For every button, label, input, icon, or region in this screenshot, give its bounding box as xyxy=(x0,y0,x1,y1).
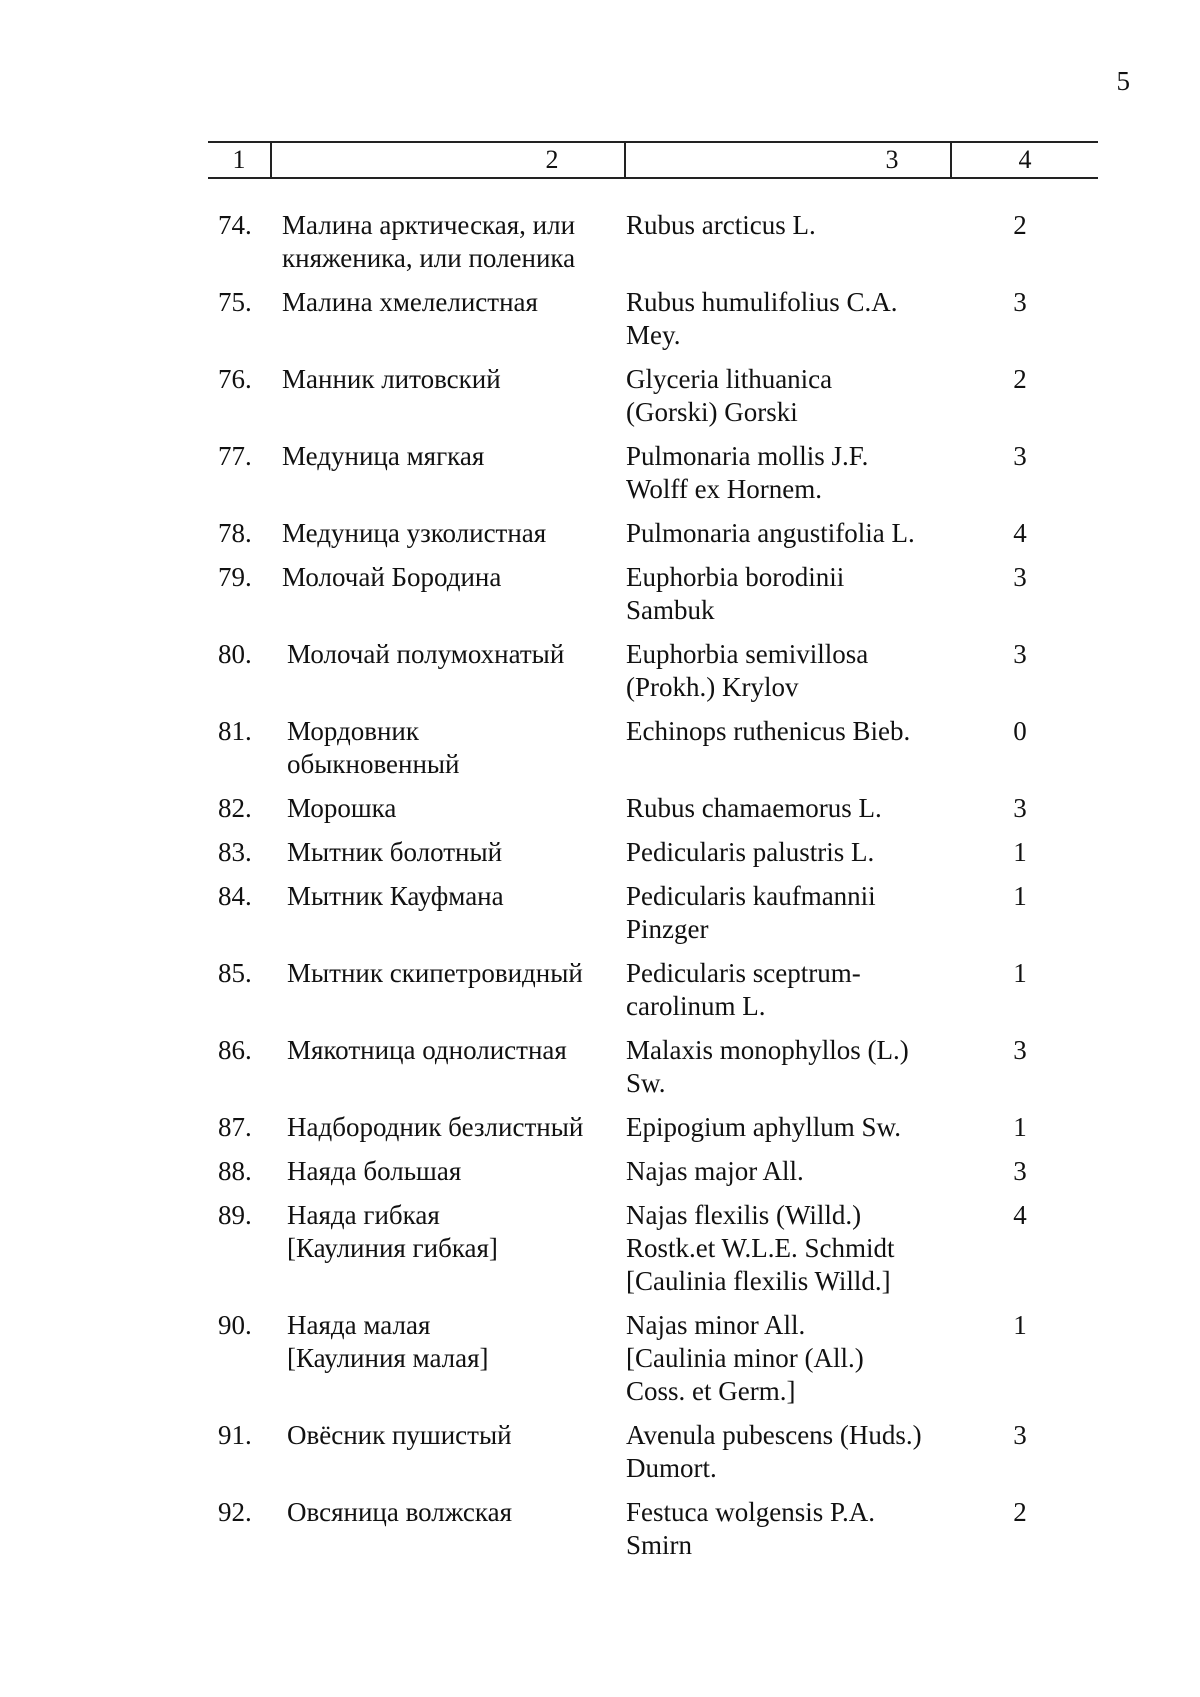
row-number: 78. xyxy=(218,518,252,548)
latin-name: Avenula pubescens (Huds.) Dumort. xyxy=(626,1420,922,1483)
table-row xyxy=(0,1155,1200,1188)
russian-name: Малина арктическая, или княженика, или поленика xyxy=(282,210,576,273)
latin-name: Epipogium aphyllum Sw. xyxy=(626,1112,901,1142)
row-number: 80. xyxy=(218,639,252,669)
table-row xyxy=(0,1034,1200,1100)
table-row xyxy=(0,1496,1200,1562)
latin-name: Najas flexilis (Willd.) Rostk.et W.L.E. Schmidt [Caulinia flexilis Willd.] xyxy=(626,1200,895,1296)
table-row xyxy=(0,1111,1200,1144)
status-category: 3 xyxy=(1013,1420,1027,1450)
row-number: 74. xyxy=(218,210,252,240)
header-col-3: 3 xyxy=(885,145,899,174)
status-category: 3 xyxy=(1013,1156,1027,1186)
row-number: 82. xyxy=(218,793,252,823)
russian-name: Малина хмелелистная xyxy=(282,287,538,317)
table-row xyxy=(0,1309,1200,1408)
table-row xyxy=(0,440,1200,506)
russian-name: Овсяница волжская xyxy=(287,1497,513,1527)
status-category: 4 xyxy=(1013,1200,1027,1230)
table-row xyxy=(0,792,1200,825)
header-col-2: 2 xyxy=(545,145,559,174)
russian-name: Мытник скипетровидный xyxy=(287,958,583,988)
status-category: 0 xyxy=(1013,716,1027,746)
russian-name: Наяда большая xyxy=(287,1156,462,1186)
status-category: 4 xyxy=(1013,518,1027,548)
table-row xyxy=(0,517,1200,550)
status-category: 1 xyxy=(1013,958,1027,988)
russian-name: Молочай Бородина xyxy=(282,562,502,592)
row-number: 81. xyxy=(218,716,252,746)
table-row xyxy=(0,880,1200,946)
latin-name: Rubus arcticus L. xyxy=(626,210,816,240)
russian-name: Медуница мягкая xyxy=(282,441,485,471)
latin-name: Pulmonaria mollis J.F. Wolff ex Hornem. xyxy=(626,441,869,504)
latin-name: Glyceria lithuanica (Gorski) Gorski xyxy=(626,364,833,427)
latin-name: Rubus chamaemorus L. xyxy=(626,793,882,823)
latin-name: Najas minor All. [Caulinia minor (All.) Coss. et Germ.] xyxy=(626,1310,864,1406)
table-row xyxy=(0,836,1200,869)
status-category: 3 xyxy=(1013,441,1027,471)
row-number: 83. xyxy=(218,837,252,867)
table-row xyxy=(0,286,1200,352)
table-row xyxy=(0,715,1200,781)
status-category: 3 xyxy=(1013,1035,1027,1065)
russian-name: Молочай полумохнатый xyxy=(287,639,565,669)
header-col-1: 1 xyxy=(232,145,246,174)
latin-name: Pedicularis palustris L. xyxy=(626,837,875,867)
row-number: 84. xyxy=(218,881,252,911)
status-category: 2 xyxy=(1013,210,1027,240)
status-category: 1 xyxy=(1013,1112,1027,1142)
row-number: 88. xyxy=(218,1156,252,1186)
row-number: 85. xyxy=(218,958,252,988)
table-row xyxy=(0,561,1200,627)
table-row xyxy=(0,1199,1200,1298)
row-number: 90. xyxy=(218,1310,252,1340)
latin-name: Pedicularis sceptrum- carolinum L. xyxy=(626,958,861,1021)
status-category: 2 xyxy=(1013,1497,1027,1527)
row-number: 86. xyxy=(218,1035,252,1065)
status-category: 3 xyxy=(1013,562,1027,592)
header-col-4: 4 xyxy=(1018,145,1032,174)
russian-name: Овёсник пушистый xyxy=(287,1420,512,1450)
row-number: 89. xyxy=(218,1200,252,1230)
russian-name: Мордовник обыкновенный xyxy=(287,716,460,779)
status-category: 2 xyxy=(1013,364,1027,394)
latin-name: Najas major All. xyxy=(626,1156,804,1186)
russian-name: Наяда гибкая [Каулиния гибкая] xyxy=(287,1200,498,1263)
russian-name: Медуница узколистная xyxy=(282,518,547,548)
row-number: 91. xyxy=(218,1420,252,1450)
status-category: 3 xyxy=(1013,287,1027,317)
latin-name: Malaxis monophyllos (L.) Sw. xyxy=(626,1035,909,1098)
russian-name: Мытник Кауфмана xyxy=(287,881,504,911)
page-number: 5 xyxy=(1116,66,1130,96)
table-row xyxy=(0,638,1200,704)
row-number: 92. xyxy=(218,1497,252,1527)
status-category: 3 xyxy=(1013,639,1027,669)
latin-name: Rubus humulifolius C.A. Mey. xyxy=(626,287,898,350)
status-category: 1 xyxy=(1013,1310,1027,1340)
russian-name: Наяда малая [Каулиния малая] xyxy=(287,1310,489,1373)
status-category: 1 xyxy=(1013,881,1027,911)
russian-name: Надбородник безлистный xyxy=(287,1112,584,1142)
russian-name: Манник литовский xyxy=(282,364,501,394)
table-row xyxy=(0,957,1200,1023)
russian-name: Морошка xyxy=(287,793,397,823)
species-table-body xyxy=(0,209,1200,1573)
row-number: 77. xyxy=(218,441,252,471)
table-row xyxy=(0,209,1200,275)
russian-name: Мытник болотный xyxy=(287,837,503,867)
table-header xyxy=(208,141,1098,179)
russian-name: Мякотница однолистная xyxy=(287,1035,567,1065)
status-category: 1 xyxy=(1013,837,1027,867)
table-row xyxy=(0,363,1200,429)
latin-name: Euphorbia borodinii Sambuk xyxy=(626,562,845,625)
latin-name: Pulmonaria angustifolia L. xyxy=(626,518,915,548)
status-category: 3 xyxy=(1013,793,1027,823)
latin-name: Pedicularis kaufmannii Pinzger xyxy=(626,881,876,944)
latin-name: Festuca wolgensis P.A. Smirn xyxy=(626,1497,875,1560)
row-number: 87. xyxy=(218,1112,252,1142)
table-row xyxy=(0,1419,1200,1485)
latin-name: Euphorbia semivillosa (Prokh.) Krylov xyxy=(626,639,869,702)
row-number: 76. xyxy=(218,364,252,394)
row-number: 79. xyxy=(218,562,252,592)
row-number: 75. xyxy=(218,287,252,317)
latin-name: Echinops ruthenicus Bieb. xyxy=(626,716,911,746)
